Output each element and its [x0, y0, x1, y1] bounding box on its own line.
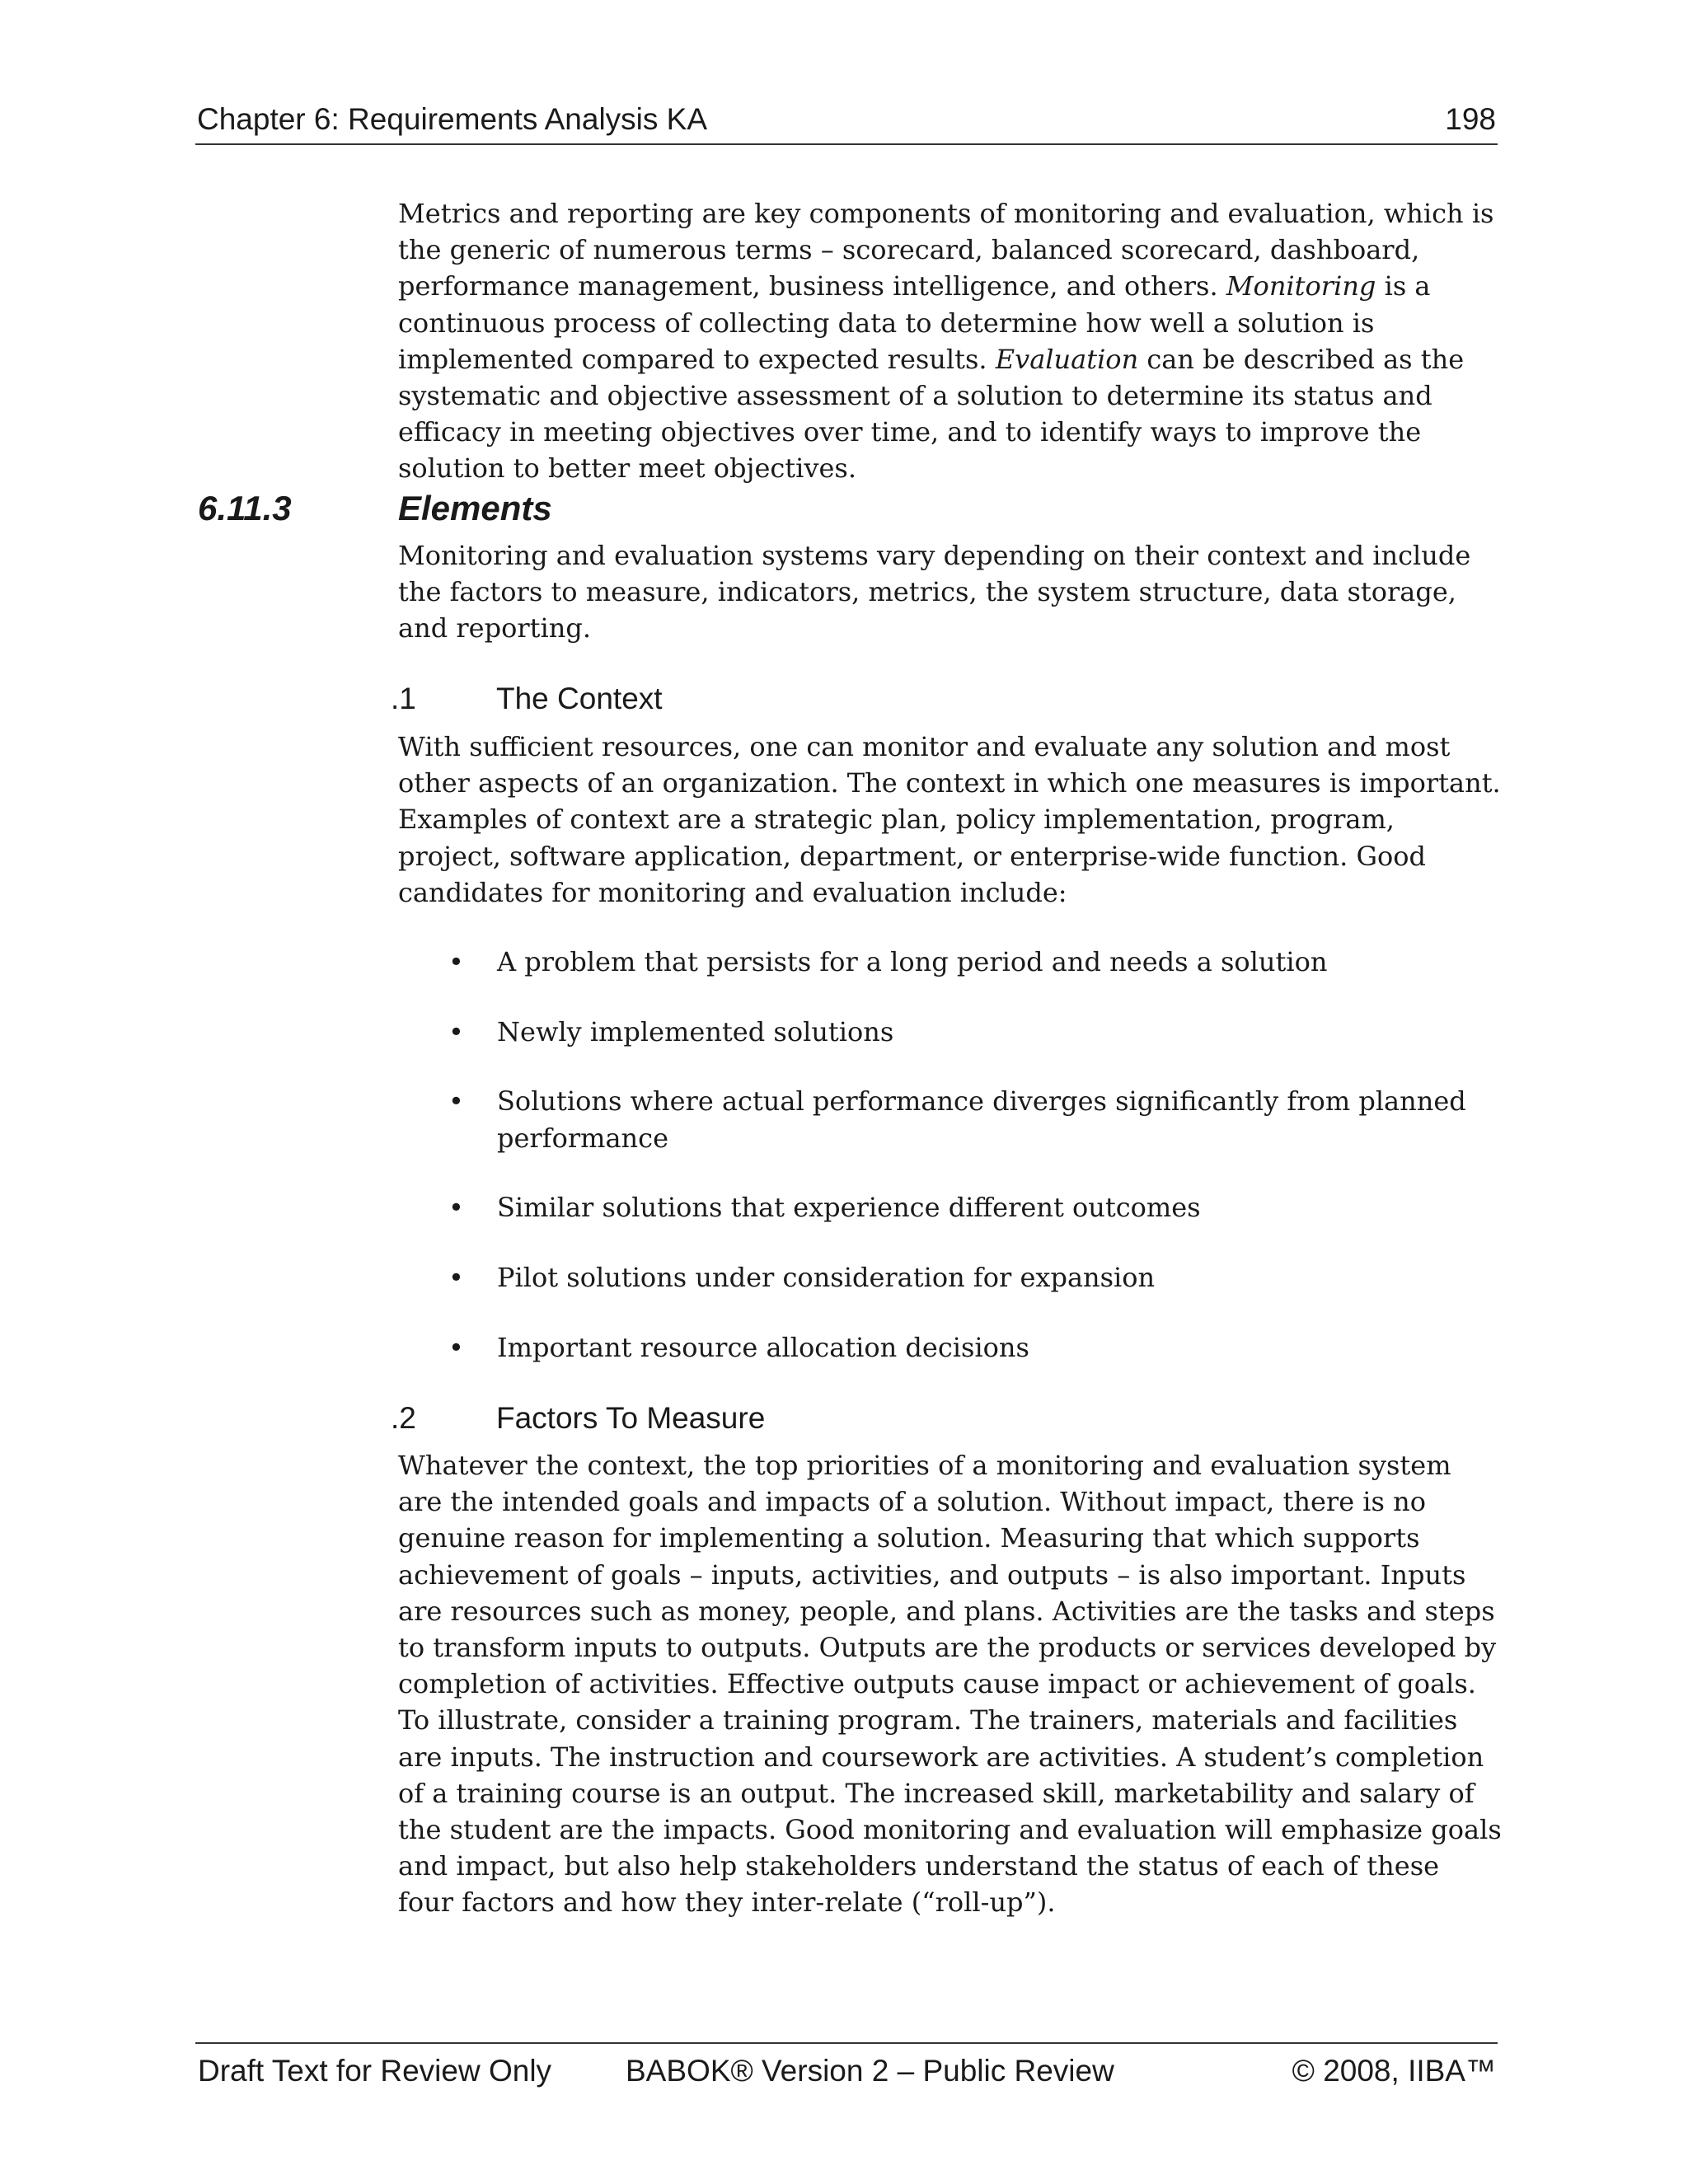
- page-footer: [195, 2042, 1498, 2093]
- bullet-icon: •: [448, 946, 464, 977]
- footer-version: BABOK® Version 2 – Public Review: [626, 2054, 1114, 2088]
- list-item: [398, 1014, 1470, 1050]
- bullet-icon: •: [448, 1331, 464, 1363]
- list-item-text: Pilot solutions under consideration for expansion: [497, 1262, 1156, 1294]
- term-evaluation: Evaluation: [995, 343, 1139, 375]
- intro-text-1: Metrics and reporting are key components of monitoring and evaluation, which is the generic of numerous terms – scorecard, balanced scorecard, dashboard, performance management, business intelligence, and others.: [398, 198, 1494, 302]
- subsection-1-title: The Context: [496, 682, 663, 715]
- context-paragraph: With sufficient resources, one can monitor and evaluate any solution and most other aspects of an organization. The context in which one measures is important. Examples of context are a strategic plan, policy implementation, program, project, software application, department, or enterprise-wide function. Good candidates for monitoring and evaluation include:: [398, 731, 1501, 908]
- intro-text-2: is a continuous process of collecting data to determine how well a solution is implemented compared to expected results.: [398, 270, 1431, 375]
- list-item: [398, 1329, 1470, 1366]
- section-title: Elements: [398, 489, 552, 527]
- list-item-text: Solutions where actual performance diverges significantly from planned performance: [497, 1085, 1466, 1154]
- list-item-text: Newly implemented solutions: [497, 1015, 894, 1047]
- footer-copyright: © 2008, IIBA™: [1292, 2054, 1496, 2088]
- list-item: [398, 1189, 1470, 1226]
- bullet-icon: •: [448, 1085, 464, 1118]
- factors-paragraph: Whatever the context, the top priorities of a monitoring and evaluation system are the intended goals and impacts of a solution. Without impact, there is no genuine reason for implementing a solution. Measuring that which supports achievement of goals – inputs, activities, and outputs – is also important. Inputs are resources such as money, people, and plans. Activities are the tasks and steps to transform inputs to outputs. Outputs are the products or services developed by completion of activities. Effective outputs cause impact or achievement of goals. To illustrate, consider a training program. The trainers, materials and facilities are inputs. The instruction and coursework are activities. A student’s completion of a training course is an output. The increased skill, marketability and salary of the student are the impacts. Good monitoring and evaluation will emphasize goals and impact, but also help stakeholders understand the status of each of these four factors and how they inter-relate (“roll-up”).: [398, 1450, 1502, 1919]
- page-number: 198: [1445, 102, 1496, 136]
- subsection-2-number: .2: [391, 1401, 416, 1435]
- list-item-text: Important resource allocation decisions: [497, 1331, 1029, 1363]
- intro-text-3: can be described as the systematic and objective assessment of a solution to determine its status and efficacy in meeting objectives over time, and to identify ways to improve the solution to better meet objectives.: [398, 343, 1465, 485]
- list-item: [398, 944, 1470, 980]
- list-item-text: A problem that persists for a long period and needs a solution: [497, 946, 1328, 977]
- subsection-2-title: Factors To Measure: [496, 1401, 766, 1435]
- list-item: [398, 1259, 1470, 1296]
- subsection-1-number: .1: [391, 682, 416, 715]
- footer-draft-notice: Draft Text for Review Only: [198, 2054, 552, 2088]
- intro-paragraph: [398, 195, 1503, 487]
- term-monitoring: Monitoring: [1226, 270, 1376, 302]
- section-number: 6.11.3: [198, 489, 292, 527]
- chapter-title: Chapter 6: Requirements Analysis KA: [197, 102, 708, 136]
- list-item-text: Similar solutions that experience different outcomes: [497, 1192, 1201, 1224]
- list-item: [398, 1083, 1470, 1155]
- bullet-icon: •: [448, 1015, 464, 1047]
- bullet-icon: •: [448, 1262, 464, 1294]
- section-intro-paragraph: Monitoring and evaluation systems vary depending on their context and include the factors to measure, indicators, metrics, the system structure, data storage, and reporting.: [398, 540, 1471, 644]
- bullet-icon: •: [448, 1192, 464, 1224]
- page-header: [195, 97, 1498, 145]
- candidates-list: [398, 944, 1470, 1399]
